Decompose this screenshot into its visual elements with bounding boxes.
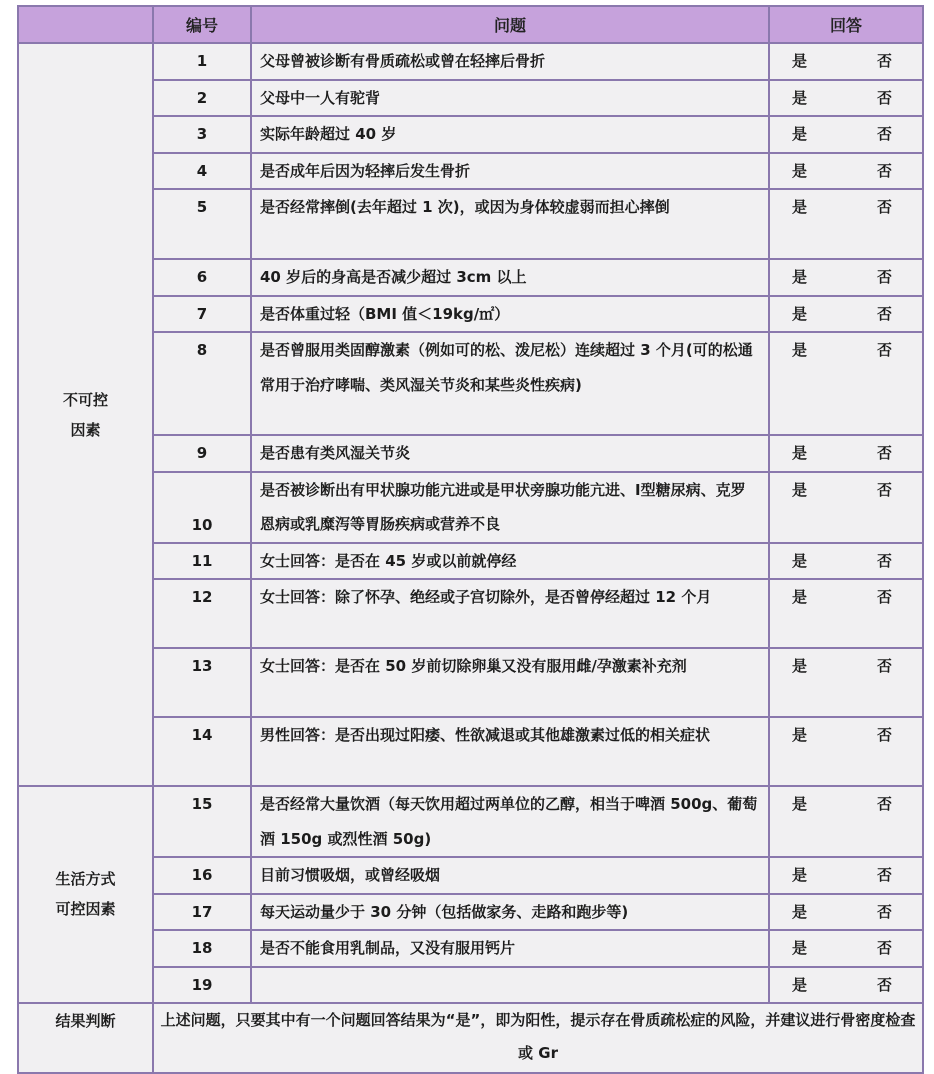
question-text: 40 岁后的身高是否减少超过 3cm 以上 — [251, 259, 769, 296]
result-judgement-text: 上述问题，只要其中有一个问题回答结果为“是”，即为阳性，提示存在骨质疏松症的风险，并建议进行骨密度检查或 Gr — [153, 1003, 923, 1073]
answer-cell — [769, 332, 923, 435]
answer-no-option[interactable]: 否 — [876, 588, 892, 606]
answer-cell — [769, 259, 923, 296]
answer-yes-option[interactable]: 是 — [792, 161, 808, 180]
table-row — [18, 579, 923, 648]
header-question: 问题 — [251, 6, 769, 43]
question-number: 4 — [153, 153, 251, 190]
question-number: 15 — [153, 786, 251, 857]
answer-cell — [769, 189, 923, 259]
question-number: 9 — [153, 435, 251, 472]
table-row — [18, 543, 923, 580]
answer-no-option[interactable]: 否 — [876, 341, 892, 359]
question-number: 18 — [153, 930, 251, 967]
question-number: 19 — [153, 967, 251, 1003]
table-row — [18, 43, 923, 80]
question-text: 是否被诊断出有甲状腺功能亢进或是甲状旁腺功能亢进、Ⅰ型糖尿病、克罗恩病或乳糜泻等胃肠疾病或营养不良 — [251, 472, 769, 543]
table-row — [18, 435, 923, 472]
answer-no-option[interactable]: 否 — [876, 444, 892, 462]
result-row — [18, 1003, 923, 1073]
question-text: 每天运动量少于 30 分钟（包括做家务、走路和跑步等) — [251, 894, 769, 931]
answer-no-option[interactable]: 否 — [876, 657, 892, 675]
answer-no-option[interactable]: 否 — [876, 161, 892, 180]
header-answer: 回答 — [769, 6, 923, 43]
question-number: 6 — [153, 259, 251, 296]
answer-no-option[interactable]: 否 — [876, 902, 892, 921]
table-row — [18, 189, 923, 259]
osteoporosis-risk-table — [17, 5, 924, 1074]
question-number: 3 — [153, 116, 251, 153]
table-row — [18, 786, 923, 857]
answer-yes-option[interactable]: 是 — [792, 444, 808, 462]
answer-cell — [769, 579, 923, 648]
answer-cell — [769, 967, 923, 1003]
answer-yes-option[interactable]: 是 — [792, 939, 808, 957]
question-text: 目前习惯吸烟，或曾经吸烟 — [251, 857, 769, 894]
answer-no-option[interactable]: 否 — [876, 480, 892, 499]
question-number: 7 — [153, 296, 251, 333]
answer-yes-option[interactable]: 是 — [792, 902, 808, 921]
table-row — [18, 717, 923, 786]
category-lifestyle-controllable-factors — [18, 786, 153, 1003]
answer-cell — [769, 435, 923, 472]
answer-cell — [769, 894, 923, 931]
answer-yes-option[interactable]: 是 — [792, 795, 808, 813]
category-label-line2: 因素 — [70, 420, 101, 439]
category-uncontrollable-factors — [18, 43, 153, 786]
answer-yes-option[interactable]: 是 — [792, 198, 808, 216]
answer-yes-option[interactable]: 是 — [792, 125, 808, 143]
question-text: 是否经常大量饮酒（每天饮用超过两单位的乙醇，相当于啤酒 500g、葡萄酒 150g 或烈性酒 50g) — [251, 786, 769, 857]
table-row — [18, 332, 923, 435]
question-text: 实际年龄超过 40 岁 — [251, 116, 769, 153]
answer-yes-option[interactable]: 是 — [792, 726, 808, 744]
question-number: 8 — [153, 332, 251, 435]
question-number: 10 — [153, 472, 251, 543]
table-header-row — [18, 6, 923, 43]
table-row — [18, 296, 923, 333]
question-text: 是否曾服用类固醇激素（例如可的松、泼尼松）连续超过 3 个月(可的松通常用于治疗哮喘、类风湿关节炎和某些炎性疾病) — [251, 332, 769, 435]
answer-cell — [769, 857, 923, 894]
question-text: 是否患有类风湿关节炎 — [251, 435, 769, 472]
category-label-line2: 可控因素 — [55, 900, 116, 919]
answer-cell — [769, 717, 923, 786]
header-number: 编号 — [153, 6, 251, 43]
answer-cell — [769, 116, 923, 153]
answer-cell — [769, 472, 923, 543]
answer-cell — [769, 786, 923, 857]
answer-cell — [769, 543, 923, 580]
question-text: 是否成年后因为轻摔后发生骨折 — [251, 153, 769, 190]
question-text: 男性回答：是否出现过阳痿、性欲减退或其他雄激素过低的相关症状 — [251, 717, 769, 786]
question-number: 5 — [153, 189, 251, 259]
answer-no-option[interactable]: 否 — [876, 52, 892, 70]
question-number: 17 — [153, 894, 251, 931]
answer-yes-option[interactable]: 是 — [792, 551, 808, 570]
answer-no-option[interactable]: 否 — [876, 866, 892, 884]
answer-yes-option[interactable]: 是 — [792, 268, 808, 286]
answer-cell — [769, 153, 923, 190]
result-label: 结果判断 — [18, 1003, 153, 1073]
table-row — [18, 967, 923, 1003]
answer-no-option[interactable]: 否 — [876, 795, 892, 813]
answer-cell — [769, 296, 923, 333]
question-text: 是否体重过轻（BMI 值＜19kg/㎡） — [251, 296, 769, 333]
answer-yes-option[interactable]: 是 — [792, 88, 808, 107]
answer-no-option[interactable]: 否 — [876, 726, 892, 744]
answer-yes-option[interactable]: 是 — [792, 480, 808, 499]
question-text — [251, 967, 769, 1003]
question-text: 父母曾被诊断有骨质疏松或曾在轻摔后骨折 — [251, 43, 769, 80]
answer-no-option[interactable]: 否 — [876, 975, 892, 994]
table-row — [18, 116, 923, 153]
question-number: 2 — [153, 80, 251, 117]
question-text: 是否不能食用乳制品，又没有服用钙片 — [251, 930, 769, 967]
table-row — [18, 153, 923, 190]
answer-cell — [769, 648, 923, 717]
header-category — [18, 6, 153, 43]
answer-no-option[interactable]: 否 — [876, 939, 892, 957]
question-number: 1 — [153, 43, 251, 80]
answer-no-option[interactable]: 否 — [876, 304, 892, 323]
answer-yes-option[interactable]: 是 — [792, 341, 808, 359]
question-number: 16 — [153, 857, 251, 894]
answer-yes-option[interactable]: 是 — [792, 52, 808, 70]
question-number: 12 — [153, 579, 251, 648]
table-row — [18, 259, 923, 296]
table-row — [18, 472, 923, 543]
answer-no-option[interactable]: 否 — [876, 125, 892, 143]
question-number: 13 — [153, 648, 251, 717]
answer-no-option[interactable]: 否 — [876, 551, 892, 570]
table-row — [18, 930, 923, 967]
answer-cell — [769, 80, 923, 117]
answer-yes-option[interactable]: 是 — [792, 975, 808, 994]
question-text: 父母中一人有驼背 — [251, 80, 769, 117]
question-text: 女士回答：是否在 50 岁前切除卵巢又没有服用雌/孕激素补充剂 — [251, 648, 769, 717]
table-row — [18, 857, 923, 894]
question-text: 女士回答：除了怀孕、绝经或子宫切除外，是否曾停经超过 12 个月 — [251, 579, 769, 648]
table-row — [18, 894, 923, 931]
answer-no-option[interactable]: 否 — [876, 88, 892, 107]
question-number: 14 — [153, 717, 251, 786]
answer-cell — [769, 930, 923, 967]
answer-yes-option[interactable]: 是 — [792, 588, 808, 606]
answer-cell — [769, 43, 923, 80]
answer-yes-option[interactable]: 是 — [792, 657, 808, 675]
answer-no-option[interactable]: 否 — [876, 268, 892, 286]
answer-yes-option[interactable]: 是 — [792, 304, 808, 323]
category-label-line1: 生活方式 — [55, 870, 116, 889]
answer-yes-option[interactable]: 是 — [792, 866, 808, 884]
question-text: 是否经常摔倒(去年超过 1 次)，或因为身体较虚弱而担心摔倒 — [251, 189, 769, 259]
table-row — [18, 80, 923, 117]
question-number: 11 — [153, 543, 251, 580]
table-row — [18, 648, 923, 717]
category-label-line1: 不可控 — [62, 390, 108, 409]
answer-no-option[interactable]: 否 — [876, 198, 892, 216]
question-text: 女士回答：是否在 45 岁或以前就停经 — [251, 543, 769, 580]
